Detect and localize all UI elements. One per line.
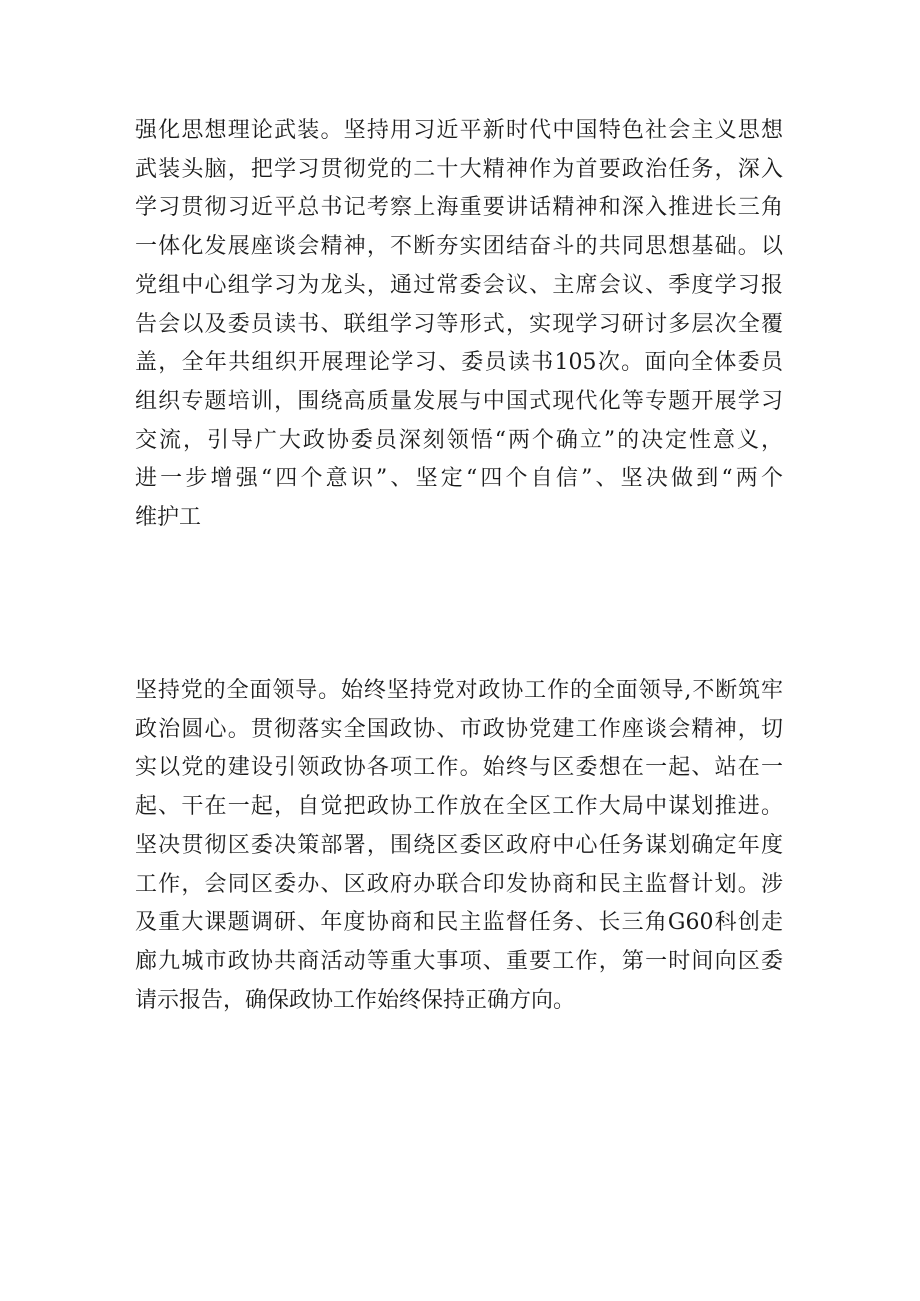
text-line: 一体化发展座谈会精神，不断夯实团结奋斗的共同思想基础。以 — [135, 234, 783, 260]
paragraph-party-leadership — [135, 672, 783, 1020]
text-line: 实以党的建设引领政协各项工作。始终与区委想在一起、站在一 — [135, 755, 783, 781]
text-line: 起、干在一起，自觉把政协工作放在全区工作大局中谋划推进。 — [135, 794, 783, 820]
text-line: 坚持党的全面领导。始终坚持党对政协工作的全面领导,不断筑牢 — [135, 678, 783, 703]
text-line: 工作，会同区委办、区政府办联合印发协商和民主监督计划。涉 — [135, 871, 783, 897]
text-line: 盖，全年共组织开展理论学习、委员读书105次。面向全体委员 — [135, 350, 783, 376]
text-line: 请示报告，确保政协工作始终保持正确方向。 — [135, 987, 576, 1013]
text-line: 强化思想理论武装。坚持用习近平新时代中国特色社会主义思想 — [135, 118, 783, 143]
text-line: 政治圆心。贯彻落实全国政协、市政协党建工作座谈会精神，切 — [135, 716, 783, 742]
text-line: 维护工 — [135, 505, 202, 531]
text-line: 及重大课题调研、年度协商和民主监督任务、长三角G60科创走 — [135, 910, 783, 936]
text-line: 武装头脑，把学习贯彻党的二十大精神作为首要政治任务，深入 — [135, 156, 783, 182]
text-line: 廊九城市政协共商活动等重大事项、重要工作，第一时间向区委 — [135, 948, 783, 974]
text-line: 进一步增强“四个意识”、坚定“四个自信”、坚决做到“两个 — [135, 466, 783, 492]
text-line: 学习贯彻习近平总书记考察上海重要讲话精神和深入推进长三角 — [135, 195, 783, 221]
text-line: 党组中心组学习为龙头，通过常委会议、主席会议、季度学习报 — [135, 272, 783, 298]
text-line: 告会以及委员读书、联组学习等形式，实现学习研讨多层次全覆 — [135, 311, 783, 337]
paragraph-theory-study — [135, 112, 783, 538]
text-line: 交流，引导广大政协委员深刻领悟“两个确立”的决定性意义， — [135, 427, 783, 453]
text-line: 组织专题培训，围绕高质量发展与中国式现代化等专题开展学习 — [135, 388, 783, 414]
text-line: 坚决贯彻区委决策部署，围绕区委区政府中心任务谋划确定年度 — [135, 832, 783, 858]
